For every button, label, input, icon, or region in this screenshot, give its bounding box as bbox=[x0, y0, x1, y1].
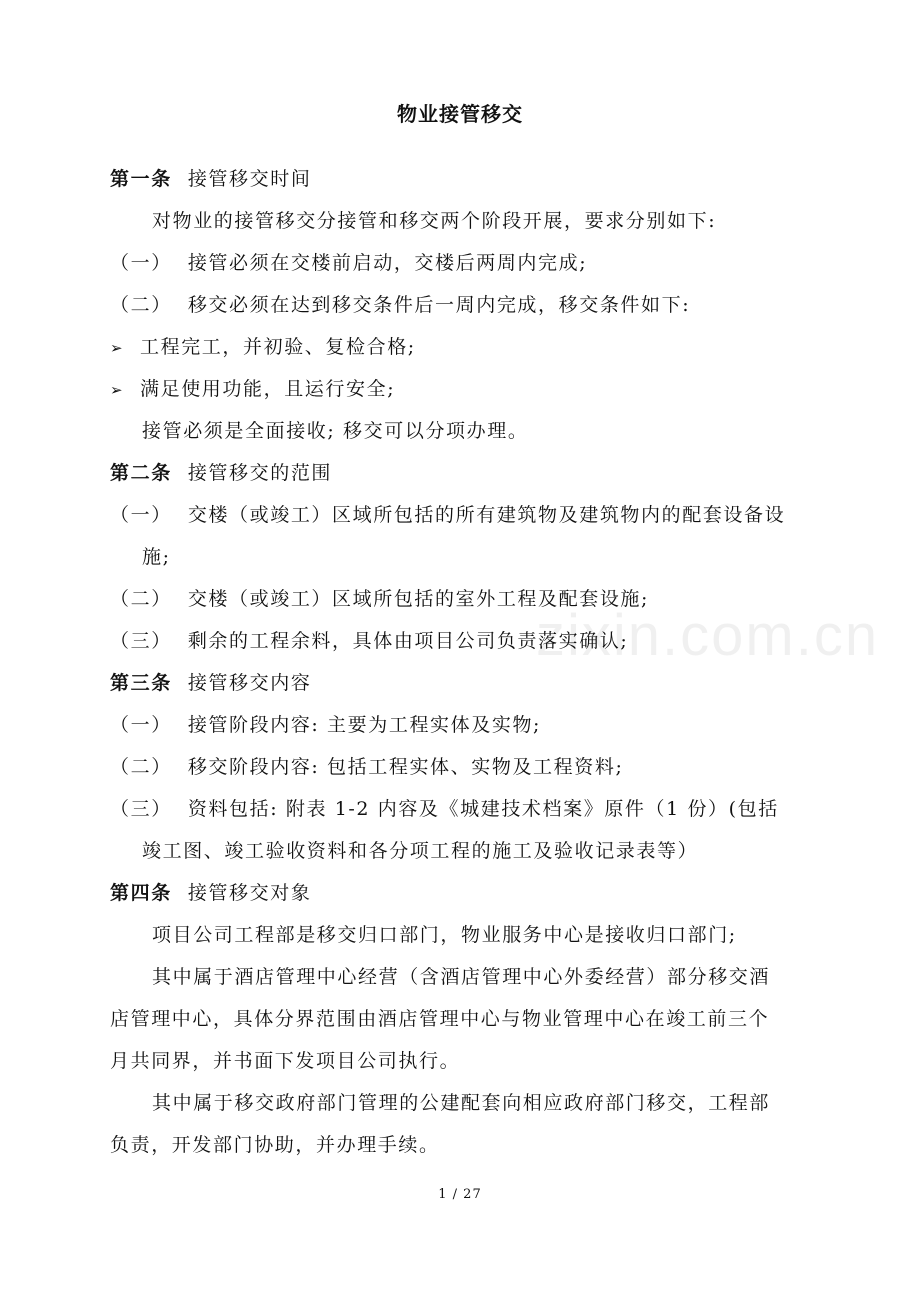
item-text: 交楼（或竣工）区域所包括的室外工程及配套设施; bbox=[187, 588, 650, 610]
article-3-heading bbox=[110, 671, 311, 695]
paragraph: 接管必须是全面接收; 移交可以分项办理。 bbox=[142, 420, 529, 442]
list-item bbox=[110, 293, 690, 317]
list-item bbox=[110, 755, 623, 779]
item-text: 移交必须在达到移交条件后一周内完成，移交条件如下: bbox=[187, 294, 691, 316]
paragraph-line: 月共同界，并书面下发项目公司执行。 bbox=[110, 1050, 461, 1072]
paragraph: 项目公司工程部是移交归口部门，物业服务中心是接收归口部门; bbox=[152, 924, 737, 946]
bullet-item bbox=[110, 377, 395, 402]
article-title: 接管移交时间 bbox=[187, 168, 312, 190]
paragraph-line: 其中属于移交政府部门管理的公建配套向相应政府部门移交，工程部 bbox=[152, 1092, 771, 1114]
paragraph-line: 负责，开发部门协助，并办理手续。 bbox=[110, 1134, 440, 1156]
article-1-heading bbox=[110, 167, 311, 191]
bullet-item bbox=[110, 335, 416, 360]
article-label: 第三条 bbox=[110, 672, 172, 694]
item-text: 剩余的工程余料，具体由项目公司负责落实确认; bbox=[187, 630, 629, 652]
item-text: 资料包括: 附表 1-2 内容及《城建技术档案》原件（1 份）(包括 bbox=[187, 798, 779, 820]
article-title: 接管移交对象 bbox=[187, 882, 312, 904]
paragraph-line: 其中属于酒店管理中心经营（含酒店管理中心外委经营）部分移交酒 bbox=[152, 966, 771, 988]
item-number: （二） bbox=[110, 756, 172, 778]
item-number: （一） bbox=[110, 252, 172, 274]
item-text: 交楼（或竣工）区域所包括的所有建筑物及建筑物内的配套设备设 bbox=[187, 504, 786, 526]
list-item bbox=[110, 713, 541, 737]
article-label: 第二条 bbox=[110, 462, 172, 484]
list-item bbox=[110, 251, 587, 275]
arrow-bullet-icon: ➢ bbox=[110, 339, 125, 357]
item-text: 满足使用功能，且运行安全; bbox=[140, 378, 396, 400]
document-title: 物业接管移交 bbox=[397, 102, 523, 126]
list-item bbox=[110, 503, 785, 527]
item-continuation: 竣工图、竣工验收资料和各分项工程的施工及验收记录表等） bbox=[142, 840, 699, 862]
item-number: （三） bbox=[110, 630, 172, 652]
paragraph: 对物业的接管移交分接管和移交两个阶段开展，要求分别如下: bbox=[152, 210, 717, 232]
item-text: 工程完工，并初验、复检合格; bbox=[140, 336, 416, 358]
item-number: （一） bbox=[110, 714, 172, 736]
paragraph-line: 店管理中心，具体分界范围由酒店管理中心与物业管理中心在竣工前三个 bbox=[110, 1008, 770, 1030]
article-label: 第四条 bbox=[110, 882, 172, 904]
item-text: 移交阶段内容: 包括工程实体、实物及工程资料; bbox=[187, 756, 624, 778]
article-4-heading bbox=[110, 881, 311, 905]
item-continuation: 施; bbox=[142, 546, 171, 568]
article-label: 第一条 bbox=[110, 168, 172, 190]
item-number: （三） bbox=[110, 798, 172, 820]
item-text: 接管必须在交楼前启动，交楼后两周内完成; bbox=[187, 252, 588, 274]
item-number: （二） bbox=[110, 294, 172, 316]
article-2-heading bbox=[110, 461, 332, 485]
item-number: （一） bbox=[110, 504, 172, 526]
page-number: 1 / 27 bbox=[438, 1187, 482, 1202]
article-title: 接管移交内容 bbox=[187, 672, 312, 694]
arrow-bullet-icon: ➢ bbox=[110, 381, 125, 399]
list-item bbox=[110, 797, 779, 821]
item-number: （二） bbox=[110, 588, 172, 610]
item-text: 接管阶段内容: 主要为工程实体及实物; bbox=[187, 714, 542, 736]
watermark: zixin.com.cn bbox=[536, 603, 880, 668]
article-title: 接管移交的范围 bbox=[187, 462, 333, 484]
